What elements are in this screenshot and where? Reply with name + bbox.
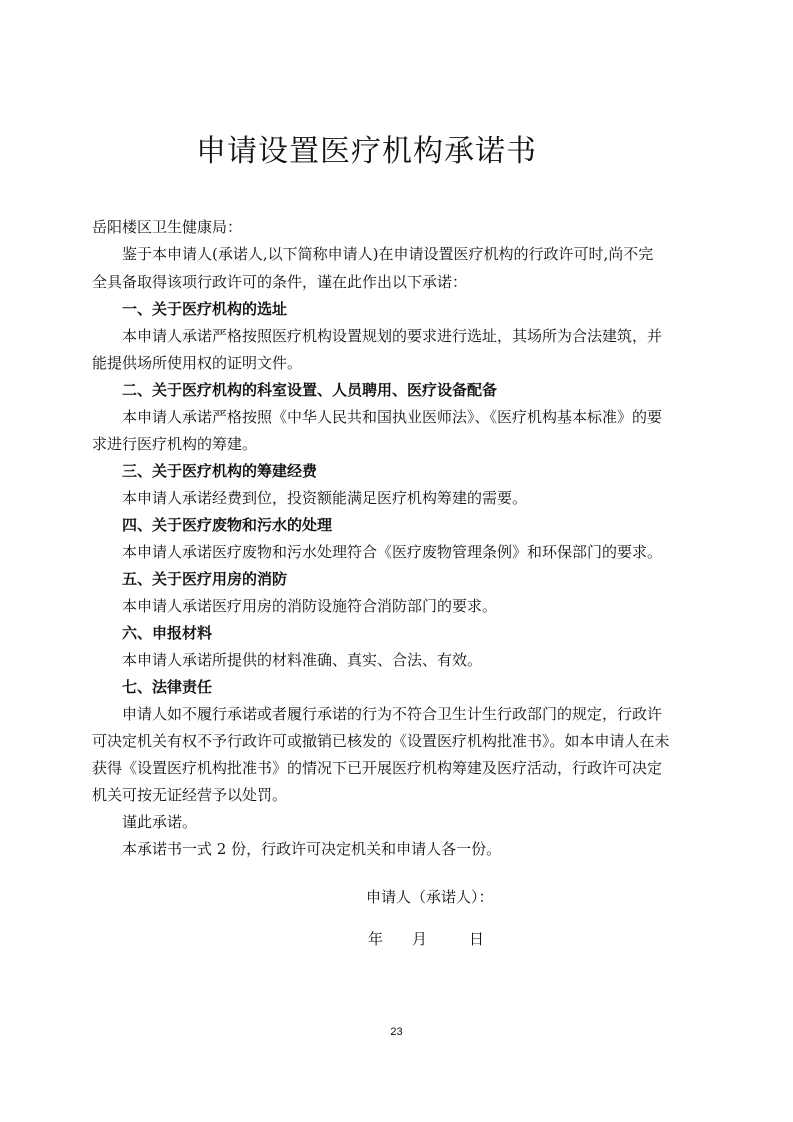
closing-text: 谨此承诺。 (122, 813, 198, 831)
applicant-signature-label: 申请人（承诺人）： (366, 888, 494, 906)
section-text: 本申请人承诺经费到位，投资额能满足医疗机构筹建的需要。 (122, 489, 528, 507)
section-text: 本申请人承诺严格按照医疗机构设置规划的要求进行选址，其场所为合法建筑，并 (122, 327, 663, 345)
section-text: 申请人如不履行承诺或者履行承诺的行为不符合卫生计生行政部门的规定，行政许 (122, 705, 663, 723)
section-heading: 四、关于医疗废物和污水的处理 (122, 516, 333, 534)
section-heading: 七、法律责任 (122, 678, 213, 696)
intro-line: 鉴于本申请人(承诺人,以下简称申请人)在申请设置医疗机构的行政许可时,尚不完 (122, 245, 654, 263)
section-heading: 二、关于医疗机构的科室设置、人员聘用、医疗设备配备 (122, 381, 498, 399)
page-number: 23 (390, 1026, 403, 1038)
date-year-label: 年 (368, 930, 384, 948)
page-title: 申请设置医疗机构承诺书 (196, 134, 537, 169)
addressee: 岳阳楼区卫生健康局： (92, 218, 243, 236)
date-month-label: 月 (412, 930, 428, 948)
section-heading: 六、申报材料 (122, 624, 213, 642)
section-text: 能提供场所使用权的证明文件。 (92, 354, 303, 372)
date-day-label: 日 (469, 930, 485, 948)
intro-line: 全具备取得该项行政许可的条件，谨在此作出以下承诺： (92, 273, 468, 291)
section-heading: 三、关于医疗机构的筹建经费 (122, 462, 318, 480)
section-text: 本申请人承诺严格按照《中华人民共和国执业医师法》、《医疗机构基本标准》的要 (122, 408, 663, 426)
section-heading: 一、关于医疗机构的选址 (122, 300, 288, 318)
section-text: 本申请人承诺医疗废物和污水处理符合《医疗废物管理条例》和环保部门的要求。 (122, 543, 663, 561)
section-text: 机关可按无证经营予以处罚。 (92, 786, 288, 804)
copies-text: 本承诺书一式 2 份，行政许可决定机关和申请人各一份。 (122, 840, 502, 858)
section-text: 本申请人承诺医疗用房的消防设施符合消防部门的要求。 (122, 597, 498, 615)
section-heading: 五、关于医疗用房的消防 (122, 570, 288, 588)
section-text: 本申请人承诺所提供的材料准确、真实、合法、有效。 (122, 651, 483, 669)
section-text: 求进行医疗机构的筹建。 (92, 435, 258, 453)
section-text: 获得《设置医疗机构批准书》的情况下已开展医疗机构筹建及医疗活动，行政许可决定 (92, 759, 663, 777)
section-text: 可决定机关有权不予行政许可或撤销已核发的《设置医疗机构批准书》。如本申请人在未 (92, 732, 670, 750)
